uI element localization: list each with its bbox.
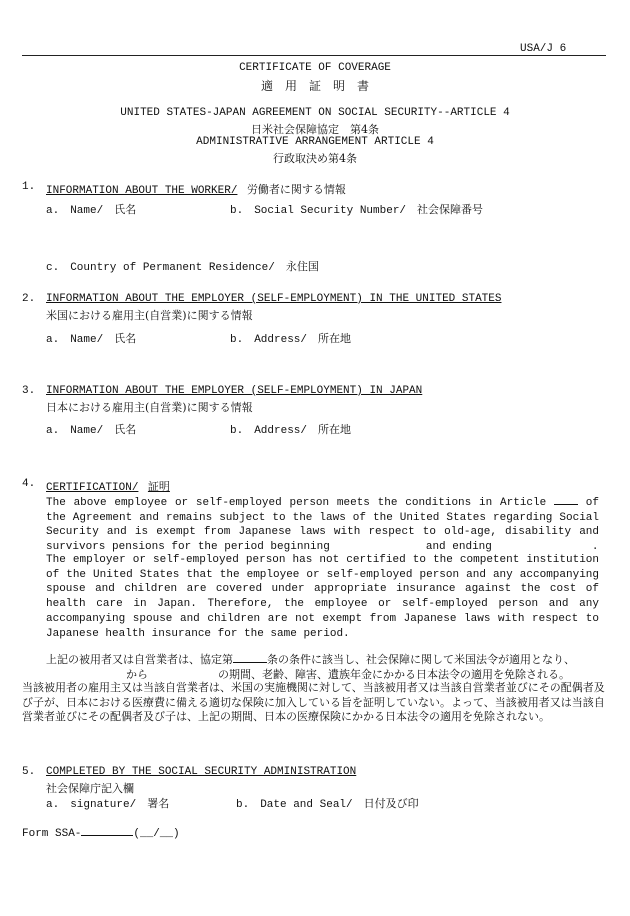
certification-jp-paragraph-2: 当該被用者の雇用主又は当該自営業者は、米国の実施機関に対して、当該被用者又は当該自営業者並びにその配偶者及び子が、日本における医療費に備える適切な保険に加入している旨を証明していない。よって、当該被用者又は当該自営業者並びにその配偶者及び子は、上記の期間、日本の医療保険にかかる日本法令の適用を免除されない。: [22, 681, 605, 724]
title-en: CERTIFICATE OF COVERAGE: [239, 62, 391, 74]
section-number: 2.: [22, 293, 36, 305]
field-worker-name: a. Name/ 氏名: [46, 205, 137, 217]
section-heading-en: COMPLETED BY THE SOCIAL SECURITY ADMINISTRATION: [46, 766, 357, 778]
section-number: 5.: [22, 766, 36, 778]
certification-jp-paragraph-1: 上記の被用者又は自営業者は、協定第 条の条件に該当し、社会保障に関して米国法令が適用となり、 から の期間、老齢、障害、遺族年金にかかる日本法令の適用を免除される。: [46, 653, 575, 681]
certification-paragraph-2: The employer or self-employed person has not certified to the competent institution of the United States that the employee or self-employed person and any accompanying spouse and children are covered under appropriate insurance against the cost of health care in Japan. Therefore, the employee or self-employed person and any accompanying spouse and children are not exempt from Japanese laws with respect to Japanese health insurance for the same period.: [46, 554, 599, 640]
field-worker-ssn: b. Social Security Number/ 社会保障番号: [230, 205, 484, 217]
section-heading: [46, 181, 346, 197]
title-jp: 適 用 証 明 書: [260, 79, 369, 93]
section-heading-jp: 社会保障庁記入欄: [46, 782, 134, 795]
form-code: USA/J 6: [520, 43, 567, 55]
section-number: 4.: [22, 478, 36, 490]
agreement-en: UNITED STATES-JAPAN AGREEMENT ON SOCIAL SECURITY--ARTICLE 4: [120, 107, 510, 119]
field-us-employer-name: a. Name/ 氏名: [46, 334, 137, 346]
section-heading-en: INFORMATION ABOUT THE WORKER/: [46, 185, 238, 197]
section-heading-jp: 日本における雇用主(自営業)に関する情報: [46, 401, 253, 414]
section-heading-en: CERTIFICATION/: [46, 482, 139, 494]
section-heading: [46, 478, 170, 494]
certification-paragraph-1: The above employee or self-employed person meets the conditions in Article of the Agreement and remains subject to the laws of the United States regarding Social Security and is exempt from Japanese laws with respect to old-age, disability and survivors pensions for the period beginning and ending .: [46, 494, 599, 555]
section-heading-jp: 証明: [147, 480, 170, 493]
field-signature: a. signature/ 署名: [46, 799, 170, 811]
field-us-employer-address: b. Address/ 所在地: [230, 334, 352, 346]
section-number: 1.: [22, 181, 36, 193]
arrangement-jp: 行政取決め第4条: [273, 152, 357, 165]
section-number: 3.: [22, 385, 36, 397]
section-heading-en: INFORMATION ABOUT THE EMPLOYER (SELF-EMPLOYMENT) IN THE UNITED STATES: [46, 293, 502, 305]
field-jp-employer-name: a. Name/ 氏名: [46, 425, 137, 437]
form-number: Form SSA- (__/__): [22, 825, 180, 840]
section-heading-jp: 米国における雇用主(自営業)に関する情報: [46, 309, 253, 322]
field-worker-country: c. Country of Permanent Residence/ 永住国: [46, 262, 319, 274]
article-blank: [554, 494, 578, 505]
field-jp-employer-address: b. Address/ 所在地: [230, 425, 352, 437]
section-heading-jp: 労働者に関する情報: [246, 183, 346, 196]
field-date-seal: b. Date and Seal/ 日付及び印: [236, 799, 419, 811]
agreement-jp: 日米社会保障協定 第4条: [251, 123, 379, 136]
top-rule: [22, 55, 606, 56]
section-heading-en: INFORMATION ABOUT THE EMPLOYER (SELF-EMPLOYMENT) IN JAPAN: [46, 385, 423, 397]
arrangement-en: ADMINISTRATIVE ARRANGEMENT ARTICLE 4: [196, 136, 434, 148]
